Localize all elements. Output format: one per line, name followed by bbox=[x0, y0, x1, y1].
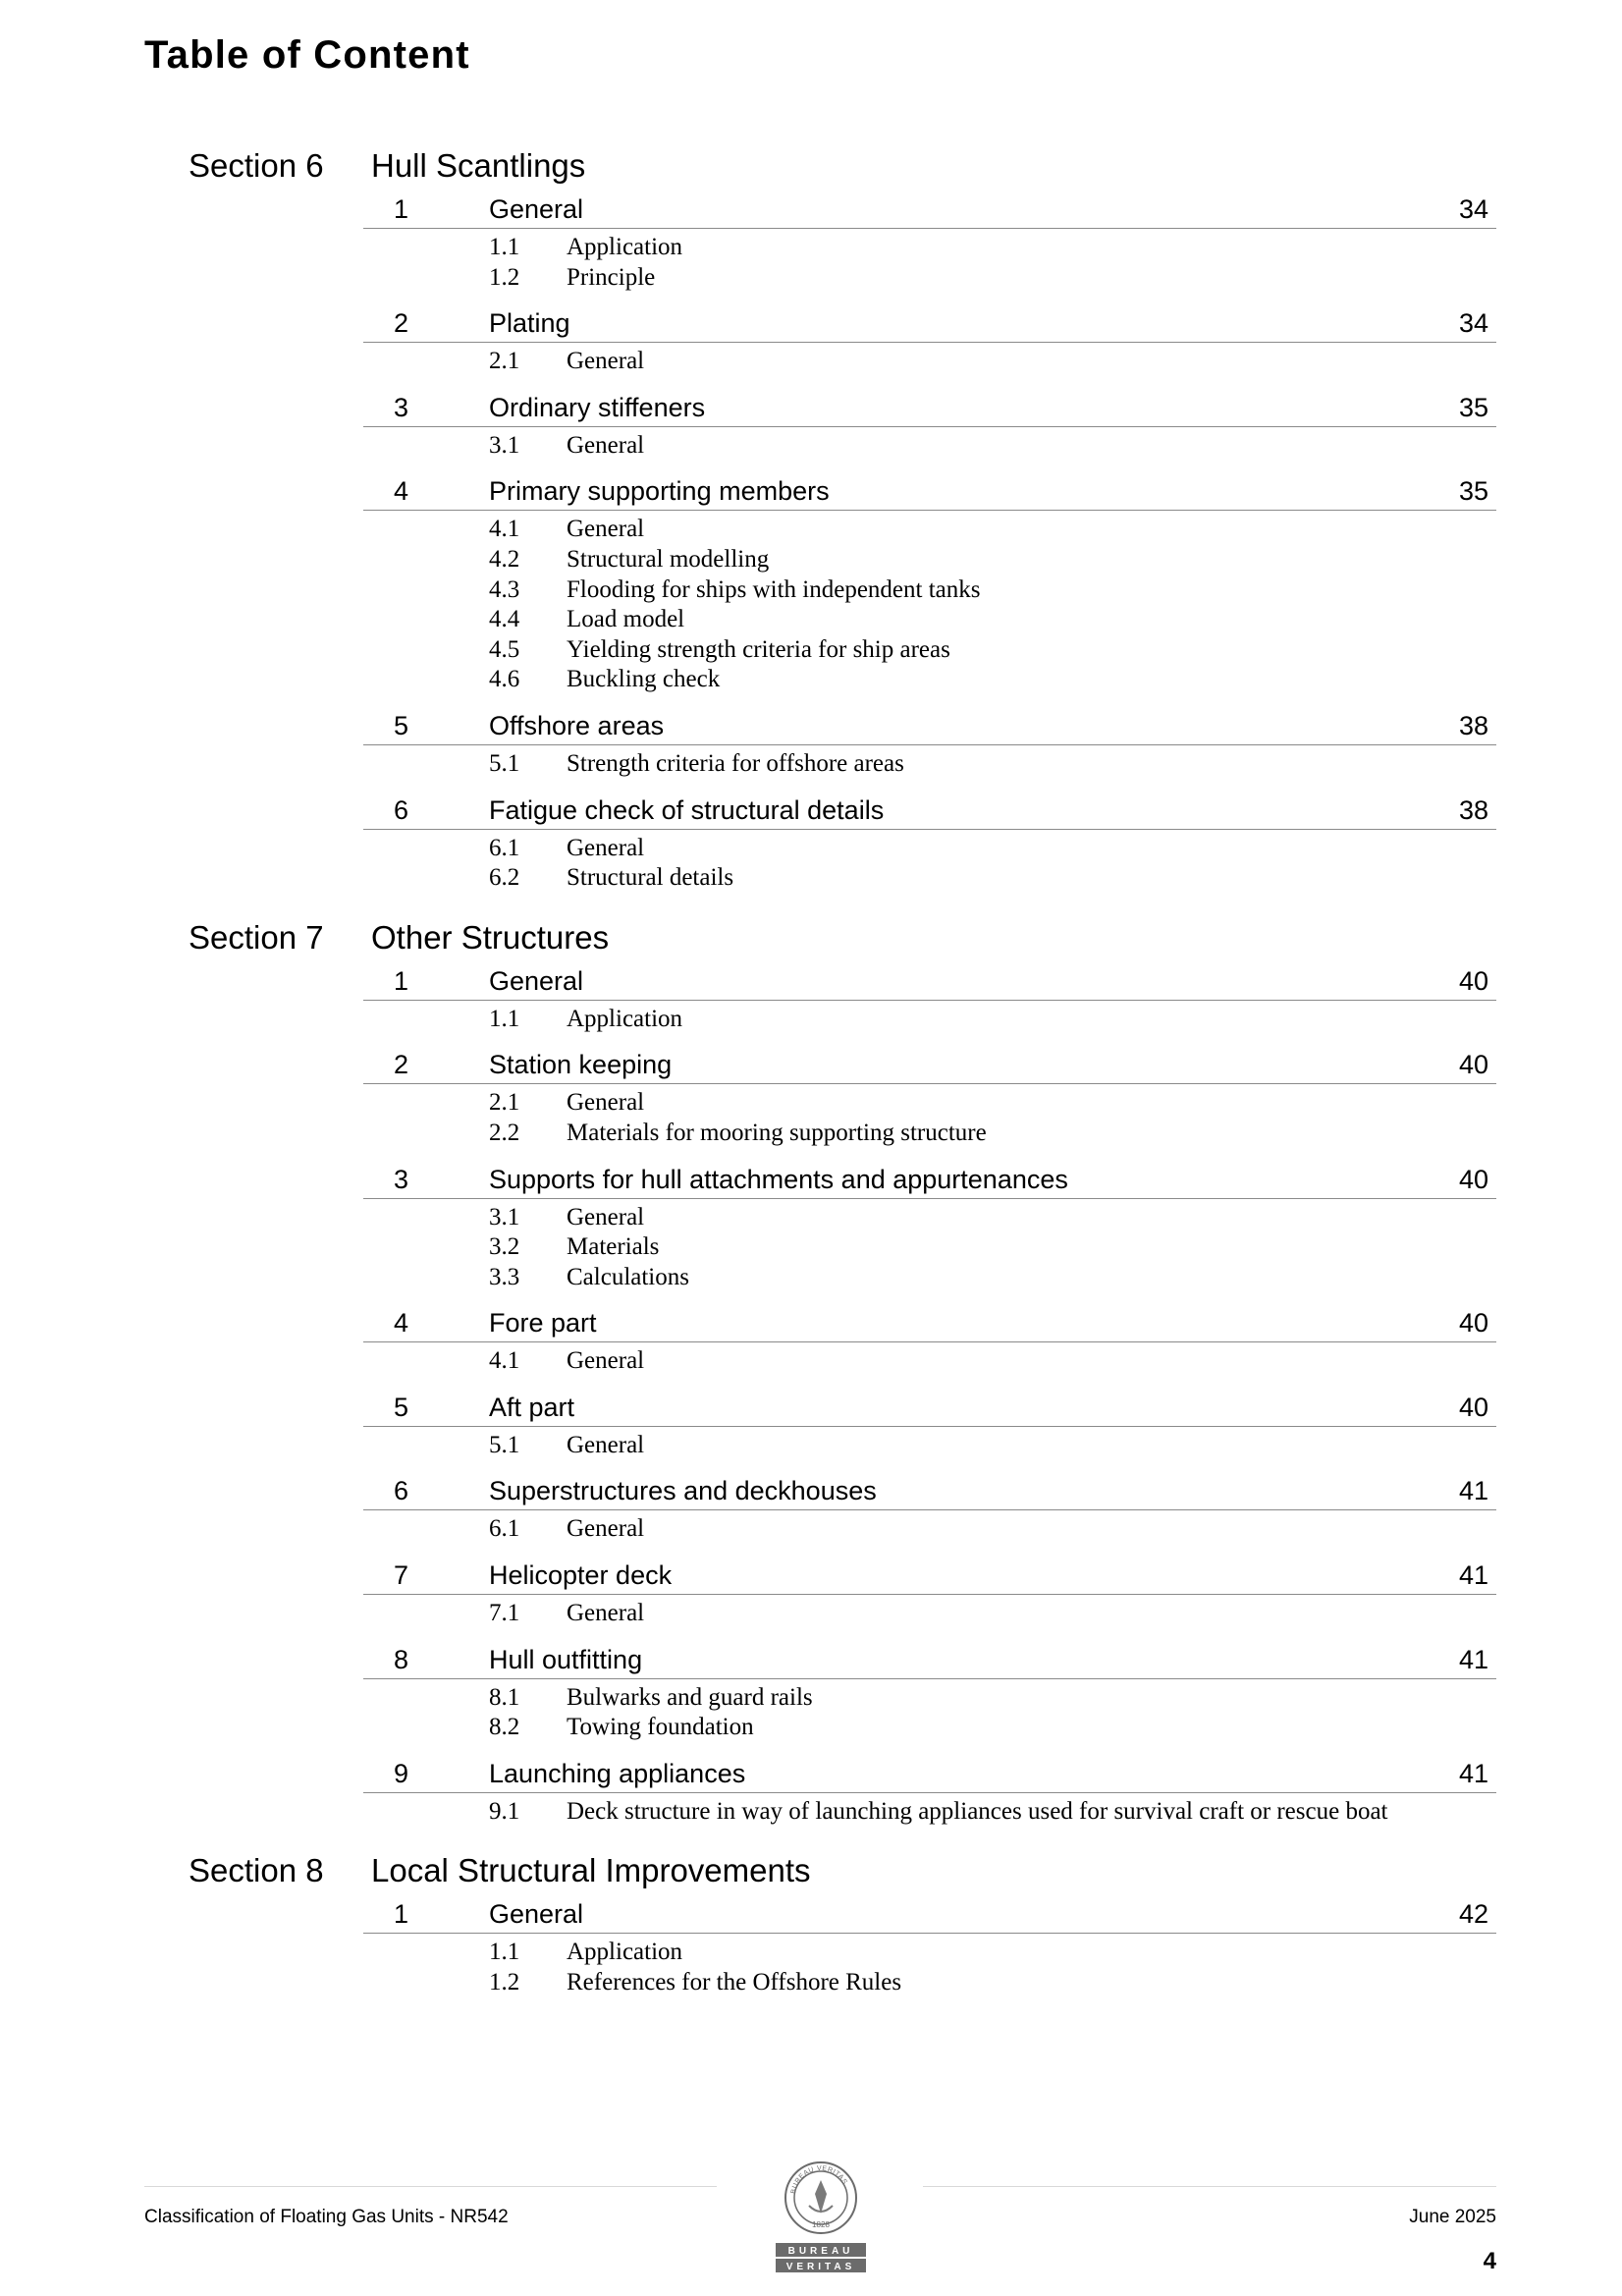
page-number: 4 bbox=[1483, 2248, 1496, 2274]
toc-article bbox=[0, 470, 1622, 697]
article-title: Superstructures and deckhouses bbox=[489, 1476, 877, 1506]
subsection-number: 6.1 bbox=[489, 834, 520, 861]
article-title: Primary supporting members bbox=[489, 476, 830, 507]
toc-article bbox=[0, 960, 1622, 1037]
subsection-list bbox=[0, 745, 1622, 782]
subsection-title: Calculations bbox=[567, 1263, 689, 1290]
subsection-title: Application bbox=[567, 1005, 683, 1032]
article-title: Station keeping bbox=[489, 1050, 673, 1080]
subsection-number: 6.1 bbox=[489, 1515, 520, 1543]
subsection-title: Application bbox=[567, 1939, 683, 1966]
subsection-title: General bbox=[567, 1431, 645, 1458]
subsection-title: General bbox=[567, 1515, 645, 1543]
subsection-item bbox=[0, 1514, 1622, 1545]
subsection-item bbox=[0, 1713, 1622, 1743]
article-number: 6 bbox=[394, 794, 409, 825]
subsection-number: 4.4 bbox=[489, 606, 520, 633]
article-number: 9 bbox=[394, 1758, 409, 1788]
article-page-number: 41 bbox=[1458, 1644, 1488, 1674]
article-heading bbox=[363, 790, 1496, 830]
article-number: 2 bbox=[394, 308, 409, 339]
article-page-number: 41 bbox=[1458, 1560, 1488, 1591]
article-page-number: 41 bbox=[1458, 1476, 1488, 1506]
subsection-item bbox=[0, 263, 1622, 294]
article-number: 1 bbox=[394, 194, 409, 224]
logo-ring-text: BUREAU VERITAS bbox=[790, 2164, 848, 2195]
subsection-item bbox=[0, 545, 1622, 575]
subsection-number: 2.1 bbox=[489, 348, 520, 375]
subsection-list bbox=[0, 1510, 1622, 1547]
article-page-number: 41 bbox=[1458, 1758, 1488, 1788]
section-heading bbox=[0, 915, 1622, 960]
subsection-number: 2.2 bbox=[489, 1119, 520, 1146]
subsection-number: 4.6 bbox=[489, 666, 520, 693]
subsection-list bbox=[0, 427, 1622, 464]
subsection-title: General bbox=[567, 1600, 645, 1627]
subsection-title: Deck structure in way of launching appliances used for survival craft or rescue boat bbox=[567, 1797, 1388, 1825]
toc-article bbox=[0, 1159, 1622, 1295]
subsection-item bbox=[0, 1346, 1622, 1377]
subsection-title: Principle bbox=[567, 263, 656, 291]
article-heading bbox=[363, 302, 1496, 343]
footer-date: June 2025 bbox=[1409, 2207, 1496, 2227]
subsection-list bbox=[0, 1342, 1622, 1379]
article-heading bbox=[363, 1470, 1496, 1510]
subsection-title: General bbox=[567, 431, 645, 459]
article-number: 5 bbox=[394, 710, 409, 740]
subsection-list bbox=[0, 1001, 1622, 1037]
logo-word-top: BUREAU bbox=[787, 2246, 854, 2257]
article-title: General bbox=[489, 194, 584, 224]
article-title: Fatigue check of structural details bbox=[489, 794, 885, 825]
subsection-list bbox=[0, 1679, 1622, 1745]
article-page-number: 34 bbox=[1458, 308, 1488, 339]
subsection-number: 5.1 bbox=[489, 1431, 520, 1458]
subsection-title: General bbox=[567, 834, 645, 861]
article-page-number: 38 bbox=[1458, 794, 1488, 825]
article-heading bbox=[363, 387, 1496, 427]
article-title: Hull outfitting bbox=[489, 1644, 643, 1674]
subsection-item bbox=[0, 749, 1622, 780]
section-title: Local Structural Improvements bbox=[371, 1852, 811, 1889]
toc-article bbox=[0, 790, 1622, 896]
article-number: 1 bbox=[394, 1899, 409, 1930]
article-number: 8 bbox=[394, 1644, 409, 1674]
article-title: General bbox=[489, 965, 584, 996]
subsection-title: General bbox=[567, 348, 645, 375]
subsection-list bbox=[0, 1084, 1622, 1150]
toc-article bbox=[0, 1753, 1622, 1830]
subsection-number: 4.5 bbox=[489, 635, 520, 663]
article-heading bbox=[363, 960, 1496, 1001]
article-page-number: 34 bbox=[1458, 194, 1488, 224]
article-heading bbox=[363, 1044, 1496, 1084]
subsection-item bbox=[0, 834, 1622, 864]
toc-article bbox=[0, 302, 1622, 379]
subsection-item bbox=[0, 605, 1622, 635]
subsection-number: 8.1 bbox=[489, 1683, 520, 1711]
subsection-item bbox=[0, 515, 1622, 545]
subsection-number: 1.1 bbox=[489, 1005, 520, 1032]
article-page-number: 35 bbox=[1458, 476, 1488, 507]
subsection-title: Structural modelling bbox=[567, 545, 770, 573]
article-number: 7 bbox=[394, 1560, 409, 1591]
article-title: Ordinary stiffeners bbox=[489, 392, 706, 422]
subsection-list bbox=[0, 1199, 1622, 1295]
toc-article bbox=[0, 1893, 1622, 1999]
section-heading bbox=[0, 1848, 1622, 1893]
toc-article bbox=[0, 189, 1622, 295]
article-heading bbox=[363, 189, 1496, 229]
article-title: Supports for hull attachments and appurtenances bbox=[489, 1164, 1068, 1194]
article-heading bbox=[363, 705, 1496, 745]
subsection-item bbox=[0, 1005, 1622, 1035]
article-number: 5 bbox=[394, 1392, 409, 1422]
article-title: Helicopter deck bbox=[489, 1560, 673, 1591]
subsection-list bbox=[0, 229, 1622, 295]
subsection-list bbox=[0, 511, 1622, 697]
section-title: Other Structures bbox=[371, 918, 610, 956]
subsection-title: References for the Offshore Rules bbox=[567, 1969, 902, 1996]
subsection-number: 5.1 bbox=[489, 749, 520, 777]
subsection-list bbox=[0, 1427, 1622, 1463]
subsection-number: 1.1 bbox=[489, 234, 520, 260]
subsection-title: Yielding strength criteria for ship areas bbox=[567, 635, 950, 663]
toc-article bbox=[0, 1470, 1622, 1547]
subsection-item bbox=[0, 1119, 1622, 1149]
subsection-number: 9.1 bbox=[489, 1797, 520, 1825]
subsection-title: General bbox=[567, 1203, 645, 1230]
article-page-number: 35 bbox=[1458, 392, 1488, 422]
subsection-title: Towing foundation bbox=[567, 1714, 754, 1741]
subsection-item bbox=[0, 347, 1622, 377]
article-number: 4 bbox=[394, 1308, 409, 1339]
subsection-title: Structural details bbox=[567, 864, 734, 892]
subsection-list bbox=[0, 1793, 1622, 1830]
subsection-number: 2.1 bbox=[489, 1089, 520, 1117]
subsection-item bbox=[0, 1232, 1622, 1263]
article-title: Plating bbox=[489, 308, 570, 339]
article-heading bbox=[363, 1893, 1496, 1934]
subsection-title: General bbox=[567, 516, 645, 543]
article-number: 1 bbox=[394, 965, 409, 996]
article-number: 3 bbox=[394, 1164, 409, 1194]
toc-article bbox=[0, 705, 1622, 782]
toc-article bbox=[0, 1555, 1622, 1631]
subsection-number: 6.2 bbox=[489, 864, 520, 892]
article-number: 6 bbox=[394, 1476, 409, 1506]
article-heading bbox=[363, 1387, 1496, 1427]
subsection-title: Application bbox=[567, 234, 683, 260]
article-number: 2 bbox=[394, 1050, 409, 1080]
section-heading bbox=[0, 143, 1622, 189]
article-heading bbox=[363, 1753, 1496, 1793]
section-title: Hull Scantlings bbox=[371, 147, 586, 184]
subsection-item bbox=[0, 1968, 1622, 1998]
article-page-number: 38 bbox=[1458, 710, 1488, 740]
subsection-item bbox=[0, 1599, 1622, 1629]
bureau-veritas-logo bbox=[774, 2157, 868, 2276]
section-label: Section 8 bbox=[189, 1852, 324, 1889]
footer-document-title: Classification of Floating Gas Units - NR542 bbox=[144, 2207, 509, 2227]
article-title: Fore part bbox=[489, 1308, 597, 1339]
article-page-number: 40 bbox=[1458, 965, 1488, 996]
subsection-item bbox=[0, 1088, 1622, 1119]
subsection-number: 3.3 bbox=[489, 1263, 520, 1290]
subsection-title: Materials bbox=[567, 1233, 660, 1261]
section-label: Section 6 bbox=[189, 147, 324, 184]
article-heading bbox=[363, 1639, 1496, 1679]
article-title: Aft part bbox=[489, 1392, 575, 1422]
subsection-number: 1.2 bbox=[489, 263, 520, 291]
subsection-item bbox=[0, 665, 1622, 695]
article-number: 3 bbox=[394, 392, 409, 422]
subsection-number: 3.2 bbox=[489, 1233, 520, 1261]
logo-year: 1828 bbox=[812, 2220, 830, 2229]
subsection-item bbox=[0, 1683, 1622, 1714]
subsection-item bbox=[0, 635, 1622, 666]
article-title: General bbox=[489, 1899, 584, 1930]
article-number: 4 bbox=[394, 476, 409, 507]
subsection-item bbox=[0, 1797, 1622, 1828]
subsection-number: 4.1 bbox=[489, 516, 520, 543]
toc-article bbox=[0, 1302, 1622, 1379]
toc-article bbox=[0, 1639, 1622, 1745]
logo-word-bottom: VERITAS bbox=[785, 2262, 856, 2272]
article-heading bbox=[363, 1159, 1496, 1199]
subsection-title: Materials for mooring supporting structure bbox=[567, 1119, 987, 1146]
footer-rule-right bbox=[923, 2186, 1496, 2187]
subsection-number: 8.2 bbox=[489, 1714, 520, 1741]
subsection-list bbox=[0, 830, 1622, 896]
page-title: Table of Content bbox=[144, 33, 470, 77]
article-title: Offshore areas bbox=[489, 710, 665, 740]
subsection-list bbox=[0, 343, 1622, 379]
article-heading bbox=[363, 470, 1496, 511]
subsection-number: 7.1 bbox=[489, 1600, 520, 1627]
subsection-item bbox=[0, 575, 1622, 606]
toc-article bbox=[0, 1387, 1622, 1463]
subsection-number: 3.1 bbox=[489, 431, 520, 459]
subsection-title: General bbox=[567, 1089, 645, 1117]
toc-article bbox=[0, 387, 1622, 464]
subsection-item bbox=[0, 1203, 1622, 1233]
article-page-number: 40 bbox=[1458, 1392, 1488, 1422]
section-label: Section 7 bbox=[189, 918, 324, 956]
subsection-number: 4.2 bbox=[489, 545, 520, 573]
subsection-item bbox=[0, 1938, 1622, 1968]
subsection-title: Strength criteria for offshore areas bbox=[567, 749, 904, 777]
article-heading bbox=[363, 1302, 1496, 1342]
subsection-title: Load model bbox=[567, 606, 685, 633]
table-of-contents bbox=[0, 139, 1622, 2008]
toc-article bbox=[0, 1044, 1622, 1150]
article-page-number: 40 bbox=[1458, 1050, 1488, 1080]
subsection-title: Flooding for ships with independent tanks bbox=[567, 575, 981, 603]
article-heading bbox=[363, 1555, 1496, 1595]
subsection-number: 1.1 bbox=[489, 1939, 520, 1966]
subsection-title: Buckling check bbox=[567, 666, 721, 693]
subsection-item bbox=[0, 863, 1622, 894]
article-page-number: 42 bbox=[1458, 1899, 1488, 1930]
subsection-item bbox=[0, 1431, 1622, 1461]
subsection-item bbox=[0, 233, 1622, 263]
subsection-list bbox=[0, 1595, 1622, 1631]
article-title: Launching appliances bbox=[489, 1758, 746, 1788]
subsection-item bbox=[0, 431, 1622, 462]
toc-section bbox=[0, 139, 1622, 896]
footer-rule-left bbox=[144, 2186, 717, 2187]
article-page-number: 40 bbox=[1458, 1164, 1488, 1194]
subsection-item bbox=[0, 1263, 1622, 1293]
subsection-list bbox=[0, 1934, 1622, 1999]
subsection-number: 4.1 bbox=[489, 1347, 520, 1375]
subsection-number: 4.3 bbox=[489, 575, 520, 603]
subsection-title: Bulwarks and guard rails bbox=[567, 1683, 813, 1711]
toc-section bbox=[0, 1844, 1622, 1999]
toc-section bbox=[0, 911, 1622, 1830]
article-page-number: 40 bbox=[1458, 1308, 1488, 1339]
subsection-number: 3.1 bbox=[489, 1203, 520, 1230]
subsection-number: 1.2 bbox=[489, 1969, 520, 1996]
subsection-title: General bbox=[567, 1347, 645, 1375]
